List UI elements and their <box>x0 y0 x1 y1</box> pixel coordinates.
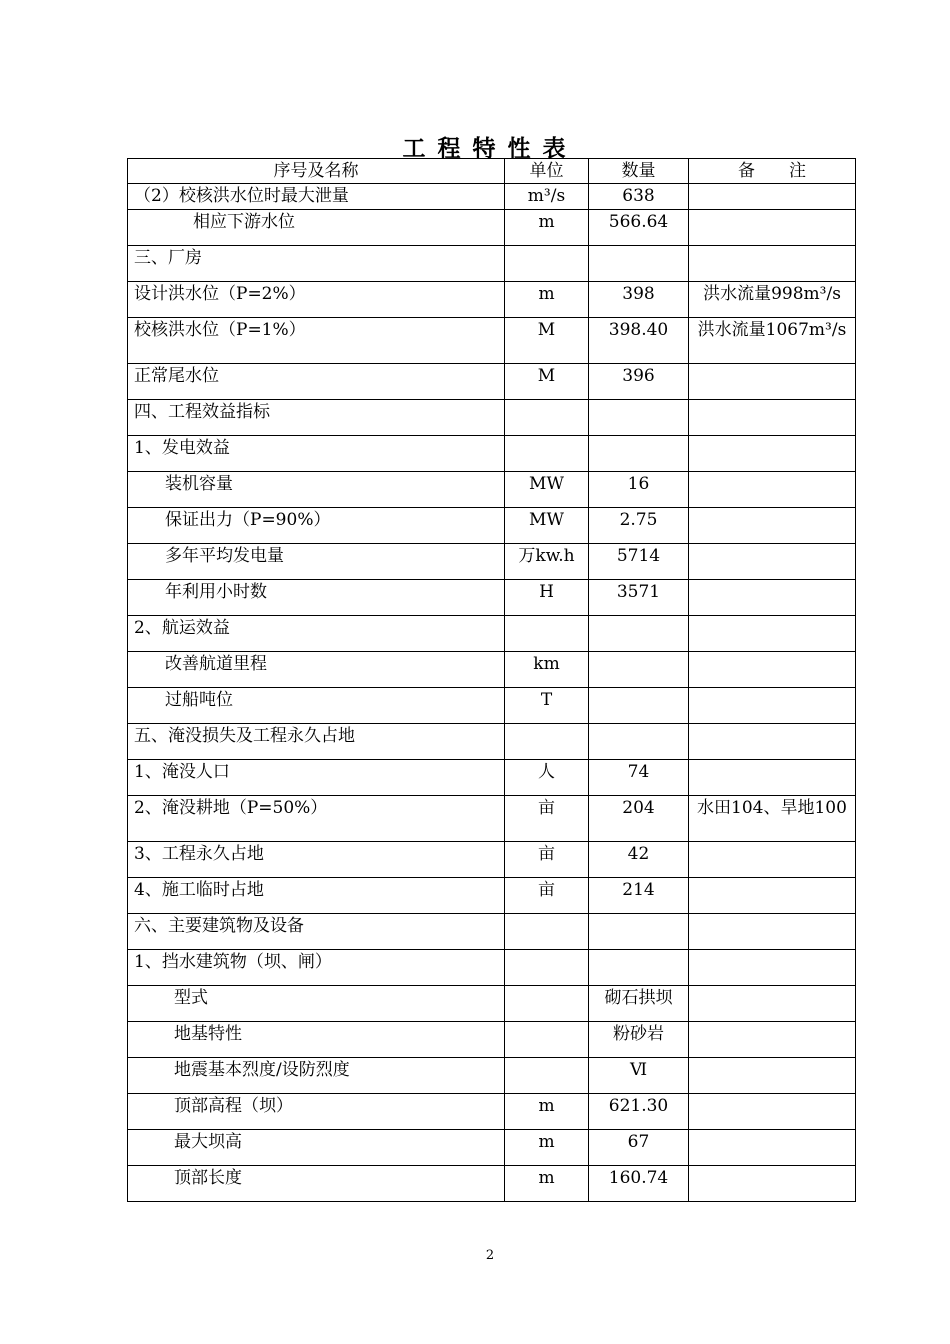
cell-note <box>689 210 856 246</box>
cell-name: 4、施工临时占地 <box>128 878 505 914</box>
cell-qty <box>589 400 689 436</box>
cell-name: 2、淹没耕地（P=50%） <box>128 796 505 842</box>
table-row <box>128 1094 856 1130</box>
cell-qty: 160.74 <box>589 1166 689 1202</box>
table-row <box>128 210 856 246</box>
cell-unit: 万kw.h <box>505 544 589 580</box>
table-row <box>128 842 856 878</box>
cell-unit: T <box>505 688 589 724</box>
table-row <box>128 688 856 724</box>
cell-note: 水田104、旱地100 <box>689 796 856 842</box>
header-row <box>128 159 856 184</box>
cell-qty <box>589 652 689 688</box>
table-row <box>128 436 856 472</box>
cell-name: 多年平均发电量 <box>128 544 505 580</box>
cell-unit: km <box>505 652 589 688</box>
page-number: 2 <box>485 1248 495 1263</box>
table-row <box>128 472 856 508</box>
cell-unit: 亩 <box>505 796 589 842</box>
cell-name: 型式 <box>128 986 505 1022</box>
cell-unit <box>505 246 589 282</box>
cell-name: 四、工程效益指标 <box>128 400 505 436</box>
cell-name: 顶部高程（坝） <box>128 1094 505 1130</box>
header-note: 备 注 <box>689 159 856 184</box>
cell-qty: 5714 <box>589 544 689 580</box>
cell-name: 1、发电效益 <box>128 436 505 472</box>
header-qty: 数量 <box>589 159 689 184</box>
cell-unit: m³/s <box>505 184 589 210</box>
cell-qty: 638 <box>589 184 689 210</box>
table-row <box>128 508 856 544</box>
cell-qty <box>589 914 689 950</box>
cell-unit: m <box>505 282 589 318</box>
cell-unit: M <box>505 318 589 364</box>
cell-name: 2、航运效益 <box>128 616 505 652</box>
table-row <box>128 246 856 282</box>
cell-qty: 砌石拱坝 <box>589 986 689 1022</box>
cell-name: 顶部长度 <box>128 1166 505 1202</box>
cell-note <box>689 246 856 282</box>
cell-note <box>689 986 856 1022</box>
cell-qty: 3571 <box>589 580 689 616</box>
cell-name: 1、淹没人口 <box>128 760 505 796</box>
cell-note <box>689 1022 856 1058</box>
cell-note <box>689 842 856 878</box>
cell-note <box>689 1166 856 1202</box>
table-row <box>128 760 856 796</box>
cell-note <box>689 580 856 616</box>
table-row <box>128 950 856 986</box>
cell-note <box>689 544 856 580</box>
table-row <box>128 1022 856 1058</box>
cell-note <box>689 1094 856 1130</box>
cell-note <box>689 436 856 472</box>
cell-note <box>689 1058 856 1094</box>
cell-qty <box>589 436 689 472</box>
table-row <box>128 364 856 400</box>
cell-note: 洪水流量1067m³/s <box>689 318 856 364</box>
table-row <box>128 184 856 210</box>
table-row <box>128 1166 856 1202</box>
table-row <box>128 724 856 760</box>
cell-unit <box>505 986 589 1022</box>
cell-unit <box>505 914 589 950</box>
cell-name: 1、挡水建筑物（坝、闸） <box>128 950 505 986</box>
cell-qty: 621.30 <box>589 1094 689 1130</box>
cell-unit <box>505 400 589 436</box>
cell-qty: 67 <box>589 1130 689 1166</box>
cell-qty: 398 <box>589 282 689 318</box>
cell-note <box>689 688 856 724</box>
cell-unit <box>505 724 589 760</box>
table-row <box>128 914 856 950</box>
cell-note <box>689 950 856 986</box>
cell-unit: m <box>505 210 589 246</box>
cell-qty <box>589 688 689 724</box>
cell-name: 装机容量 <box>128 472 505 508</box>
cell-unit: MW <box>505 472 589 508</box>
cell-name: 五、淹没损失及工程永久占地 <box>128 724 505 760</box>
cell-qty: 16 <box>589 472 689 508</box>
table-row <box>128 400 856 436</box>
table-row <box>128 652 856 688</box>
cell-qty: 42 <box>589 842 689 878</box>
cell-note <box>689 914 856 950</box>
cell-qty <box>589 724 689 760</box>
cell-qty: 398.40 <box>589 318 689 364</box>
cell-note <box>689 616 856 652</box>
cell-name: 校核洪水位（P=1%） <box>128 318 505 364</box>
cell-note <box>689 472 856 508</box>
cell-unit <box>505 1058 589 1094</box>
cell-note <box>689 1130 856 1166</box>
table-row <box>128 1058 856 1094</box>
spec-table <box>127 158 856 1202</box>
cell-qty: 204 <box>589 796 689 842</box>
cell-qty: 396 <box>589 364 689 400</box>
cell-unit: m <box>505 1094 589 1130</box>
header-unit: 单位 <box>505 159 589 184</box>
cell-unit: m <box>505 1166 589 1202</box>
cell-name: 年利用小时数 <box>128 580 505 616</box>
cell-name: 地震基本烈度/设防烈度 <box>128 1058 505 1094</box>
table-row <box>128 282 856 318</box>
cell-qty: 2.75 <box>589 508 689 544</box>
cell-name: 设计洪水位（P=2%） <box>128 282 505 318</box>
cell-unit: 人 <box>505 760 589 796</box>
cell-qty <box>589 616 689 652</box>
cell-note <box>689 652 856 688</box>
cell-note <box>689 364 856 400</box>
cell-name: 改善航道里程 <box>128 652 505 688</box>
table-body <box>128 184 856 1202</box>
cell-note <box>689 878 856 914</box>
cell-name: （2）校核洪水位时最大泄量 <box>128 184 505 210</box>
cell-name: 三、厂房 <box>128 246 505 282</box>
cell-name: 最大坝高 <box>128 1130 505 1166</box>
cell-unit: m <box>505 1130 589 1166</box>
table-title: 工程特性表 <box>402 136 578 162</box>
cell-qty: 214 <box>589 878 689 914</box>
table-row <box>128 580 856 616</box>
table-row <box>128 796 856 842</box>
cell-unit <box>505 436 589 472</box>
cell-unit <box>505 950 589 986</box>
cell-qty <box>589 950 689 986</box>
cell-name: 地基特性 <box>128 1022 505 1058</box>
cell-name: 过船吨位 <box>128 688 505 724</box>
cell-qty: 粉砂岩 <box>589 1022 689 1058</box>
cell-unit: MW <box>505 508 589 544</box>
table-row <box>128 1130 856 1166</box>
cell-unit <box>505 1022 589 1058</box>
cell-name: 相应下游水位 <box>128 210 505 246</box>
cell-unit: 亩 <box>505 878 589 914</box>
cell-note <box>689 724 856 760</box>
cell-unit: 亩 <box>505 842 589 878</box>
cell-qty: 566.64 <box>589 210 689 246</box>
cell-note <box>689 184 856 210</box>
table-row <box>128 616 856 652</box>
cell-unit: M <box>505 364 589 400</box>
header-name: 序号及名称 <box>128 159 505 184</box>
cell-note: 洪水流量998m³/s <box>689 282 856 318</box>
cell-unit: H <box>505 580 589 616</box>
cell-note <box>689 760 856 796</box>
cell-qty: 74 <box>589 760 689 796</box>
cell-name: 正常尾水位 <box>128 364 505 400</box>
cell-qty: Ⅵ <box>589 1058 689 1094</box>
cell-name: 保证出力（P=90%） <box>128 508 505 544</box>
cell-name: 六、主要建筑物及设备 <box>128 914 505 950</box>
table-row <box>128 878 856 914</box>
cell-name: 3、工程永久占地 <box>128 842 505 878</box>
table-row <box>128 544 856 580</box>
cell-qty <box>589 246 689 282</box>
cell-note <box>689 400 856 436</box>
cell-note <box>689 508 856 544</box>
table-row <box>128 318 856 364</box>
table-row <box>128 986 856 1022</box>
cell-unit <box>505 616 589 652</box>
